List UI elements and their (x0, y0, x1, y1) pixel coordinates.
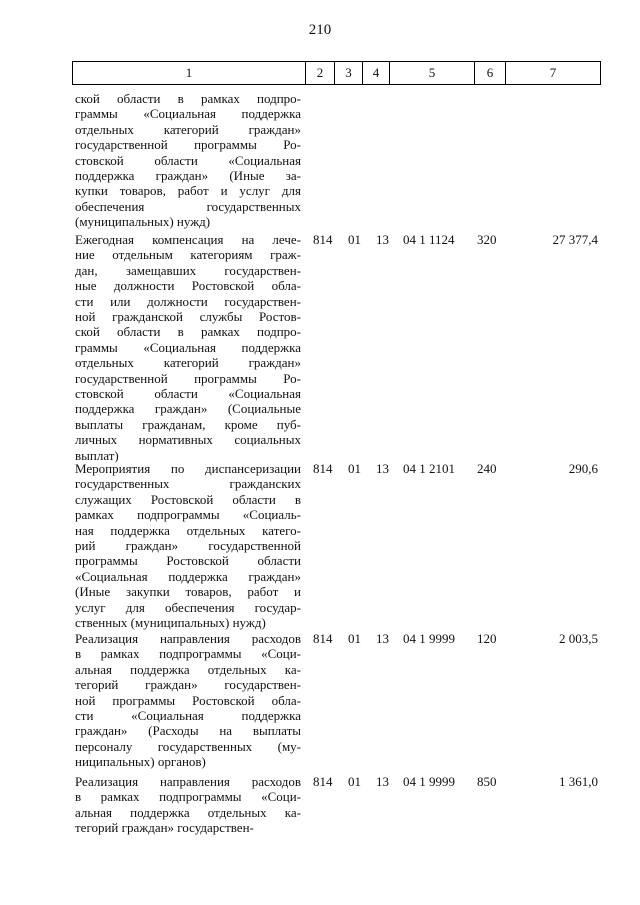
header-col-5: 5 (390, 62, 475, 84)
description-line: Мероприятия по диспансеризации (75, 461, 301, 476)
cell-col4: 13 (376, 631, 389, 646)
cell-col3: 01 (348, 631, 361, 646)
description-line: граждан» (Расходы на выплаты (75, 723, 301, 739)
description-line: стовской области «Социальная (75, 386, 301, 402)
header-col-3: 3 (335, 62, 363, 84)
header-col-4: 4 (363, 62, 390, 84)
description-line: ная поддержка отдельных катего- (75, 522, 301, 538)
cell-col4: 13 (376, 774, 389, 789)
description-line: в рамках подпрограммы «Соци- (75, 789, 301, 805)
description-line: поддержка граждан» (Иные за- (75, 168, 301, 184)
cell-col2: 814 (313, 631, 333, 646)
cell-col5: 04 1 9999 (403, 774, 455, 789)
description-line: рамках подпрограммы «Социаль- (75, 507, 301, 523)
row-description (75, 461, 301, 630)
description-line: Ежегодная компенсация на лече- (75, 232, 301, 247)
description-line: граммы «Социальная поддержка (75, 339, 301, 355)
description-line: личных нормативных социальных (75, 432, 301, 448)
description-line: ской области в рамках подпро- (75, 91, 301, 106)
description-line: (муниципальных) нужд) (75, 214, 211, 230)
description-line: Реализация направления расходов (75, 631, 301, 646)
description-line: в рамках подпрограммы «Соци- (75, 646, 301, 662)
description-line: выплаты гражданам, кроме пуб- (75, 416, 301, 432)
header-col-2: 2 (306, 62, 335, 84)
description-line: сти «Социальная поддержка (75, 708, 301, 724)
cell-col6: 240 (477, 461, 497, 476)
header-col-1: 1 (73, 62, 306, 84)
description-line: поддержка граждан» (Социальные (75, 401, 301, 417)
cell-col4: 13 (376, 232, 389, 247)
description-line: программы Ростовской области (75, 553, 301, 569)
cell-col3: 01 (348, 461, 361, 476)
cell-col3: 01 (348, 774, 361, 789)
description-line: ской области в рамках подпро- (75, 324, 301, 340)
cell-col5: 04 1 1124 (403, 232, 455, 247)
row-description (75, 631, 301, 770)
cell-col7: 27 377,4 (552, 232, 598, 247)
description-line: услуг для обеспечения государ- (75, 599, 301, 615)
cell-col5: 04 1 2101 (403, 461, 455, 476)
description-line: граммы «Социальная поддержка (75, 106, 301, 122)
cell-col7: 1 361,0 (559, 774, 598, 789)
description-line: выплат) (75, 447, 119, 463)
description-line: альная поддержка отдельных ка- (75, 804, 301, 820)
description-line: государственной программы Ро- (75, 370, 301, 386)
description-line: Реализация направления расходов (75, 774, 301, 789)
cell-col2: 814 (313, 232, 333, 247)
header-col-7: 7 (549, 65, 557, 80)
description-line: государственных гражданских (75, 476, 301, 492)
description-line: ной программы Ростовской обла- (75, 692, 301, 708)
row-description (75, 91, 301, 230)
description-line: ние отдельным категориям граж- (75, 247, 301, 263)
description-line: ные должности Ростовской обла- (75, 278, 301, 294)
cell-col6: 850 (477, 774, 497, 789)
description-line: персоналу государственных (му- (75, 738, 301, 754)
cell-col3: 01 (348, 232, 361, 247)
description-line: служащих Ростовской области в (75, 491, 301, 507)
description-line: рий граждан» государственной (75, 538, 301, 554)
description-line: тегорий граждан» государствен- (75, 820, 254, 836)
description-line: отдельных категорий граждан» (75, 121, 301, 137)
cell-col2: 814 (313, 461, 333, 476)
description-line: купки товаров, работ и услуг для (75, 183, 301, 199)
description-line: ниципальных) органов) (75, 754, 206, 770)
description-line: (Иные закупки товаров, работ и (75, 584, 301, 600)
cell-col6: 320 (477, 232, 497, 247)
cell-col7: 2 003,5 (559, 631, 598, 646)
description-line: стовской области «Социальная (75, 152, 301, 168)
description-line: государственной программы Ро- (75, 137, 301, 153)
cell-col4: 13 (376, 461, 389, 476)
description-line: сти или должности государствен- (75, 293, 301, 309)
row-description (75, 232, 301, 463)
description-line: ной гражданской службы Ростов- (75, 309, 301, 325)
cell-col5: 04 1 9999 (403, 631, 455, 646)
cell-col7: 290,6 (568, 461, 598, 476)
table-header (72, 61, 601, 85)
description-line: отдельных категорий граждан» (75, 355, 301, 371)
description-line: тегорий граждан» государствен- (75, 677, 301, 693)
page-number: 210 (308, 22, 332, 38)
cell-col2: 814 (313, 774, 333, 789)
header-col-6: 6 (475, 62, 506, 84)
description-line: «Социальная поддержка граждан» (75, 568, 301, 584)
row-description (75, 774, 301, 836)
description-line: ственных (муниципальных) нужд) (75, 615, 266, 631)
description-line: обеспечения государственных (75, 198, 301, 214)
description-line: дан, замещавших государствен- (75, 262, 301, 278)
cell-col6: 120 (477, 631, 497, 646)
description-line: альная поддержка отдельных ка- (75, 661, 301, 677)
